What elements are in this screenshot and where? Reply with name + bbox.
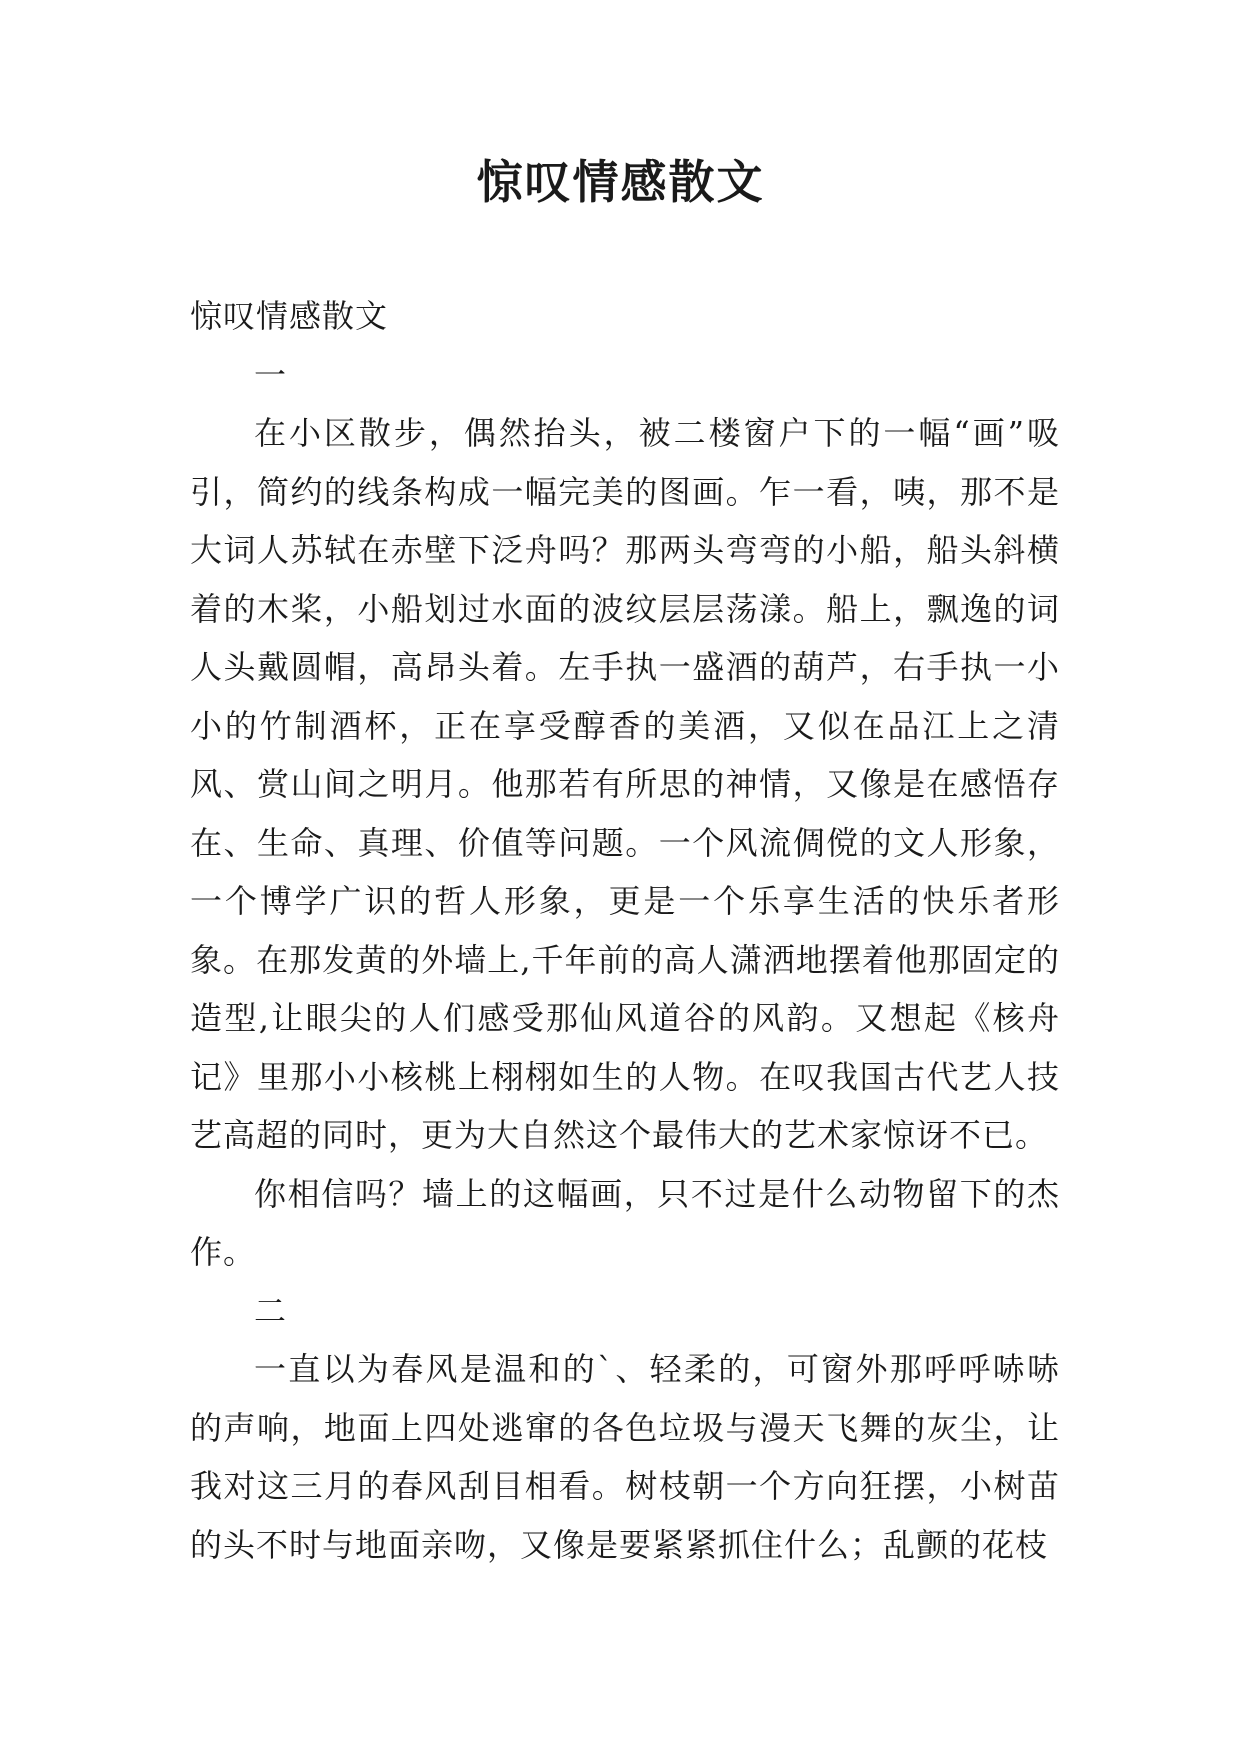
body-heading: 惊叹情感散文 (190, 297, 389, 335)
document-title: 惊叹情感散文 (476, 155, 765, 209)
paragraph: 你相信吗？墙上的这幅画，只不过是什么动物留下的杰作。 (190, 1174, 1060, 1271)
section-number-one: 一 (254, 355, 288, 394)
paragraph: 一直以为春风是温和的`、轻柔的，可窗外那呼呼哧哧的声响，地面上四处逃窜的各色垃圾与漫天飞舞的灰尘，让我对这三月的春风刮目相看。树枝朝一个方向狂摆，小树苗的头不时与地面亲吻，又像是要紧紧抓住什么；乱颤的花枝 (190, 1350, 1060, 1564)
document-body (190, 287, 1060, 1574)
paragraph: 在小区散步，偶然抬头，被二楼窗户下的一幅“画”吸引，简约的线条构成一幅完美的图画。乍一看，咦，那不是大词人苏轼在赤壁下泛舟吗？那两头弯弯的小船，船头斜横着的木桨，小船划过水面的波纹层层荡漾。船上，飘逸的词人头戴圆帽，高昂头着。左手执一盛酒的葫芦，右手执一小小的竹制酒杯，正在享受醇香的美酒，又似在品江上之清风、赏山间之明月。他那若有所思的神情，又像是在感悟存在、生命、真理、价值等问题。一个风流倜傥的文人形象，一个博学广识的哲人形象，更是一个乐享生活的快乐者形象。在那发黄的外墙上,千年前的高人潇洒地摆着他那固定的造型,让眼尖的人们感受那仙风道谷的风韵。又想起《核舟记》里那小小核桃上栩栩如生的人物。在叹我国古代艺人技艺高超的同时，更为大自然这个最伟大的艺术家惊讶不已。 (190, 414, 1060, 1154)
section-number-two: 二 (254, 1291, 288, 1330)
